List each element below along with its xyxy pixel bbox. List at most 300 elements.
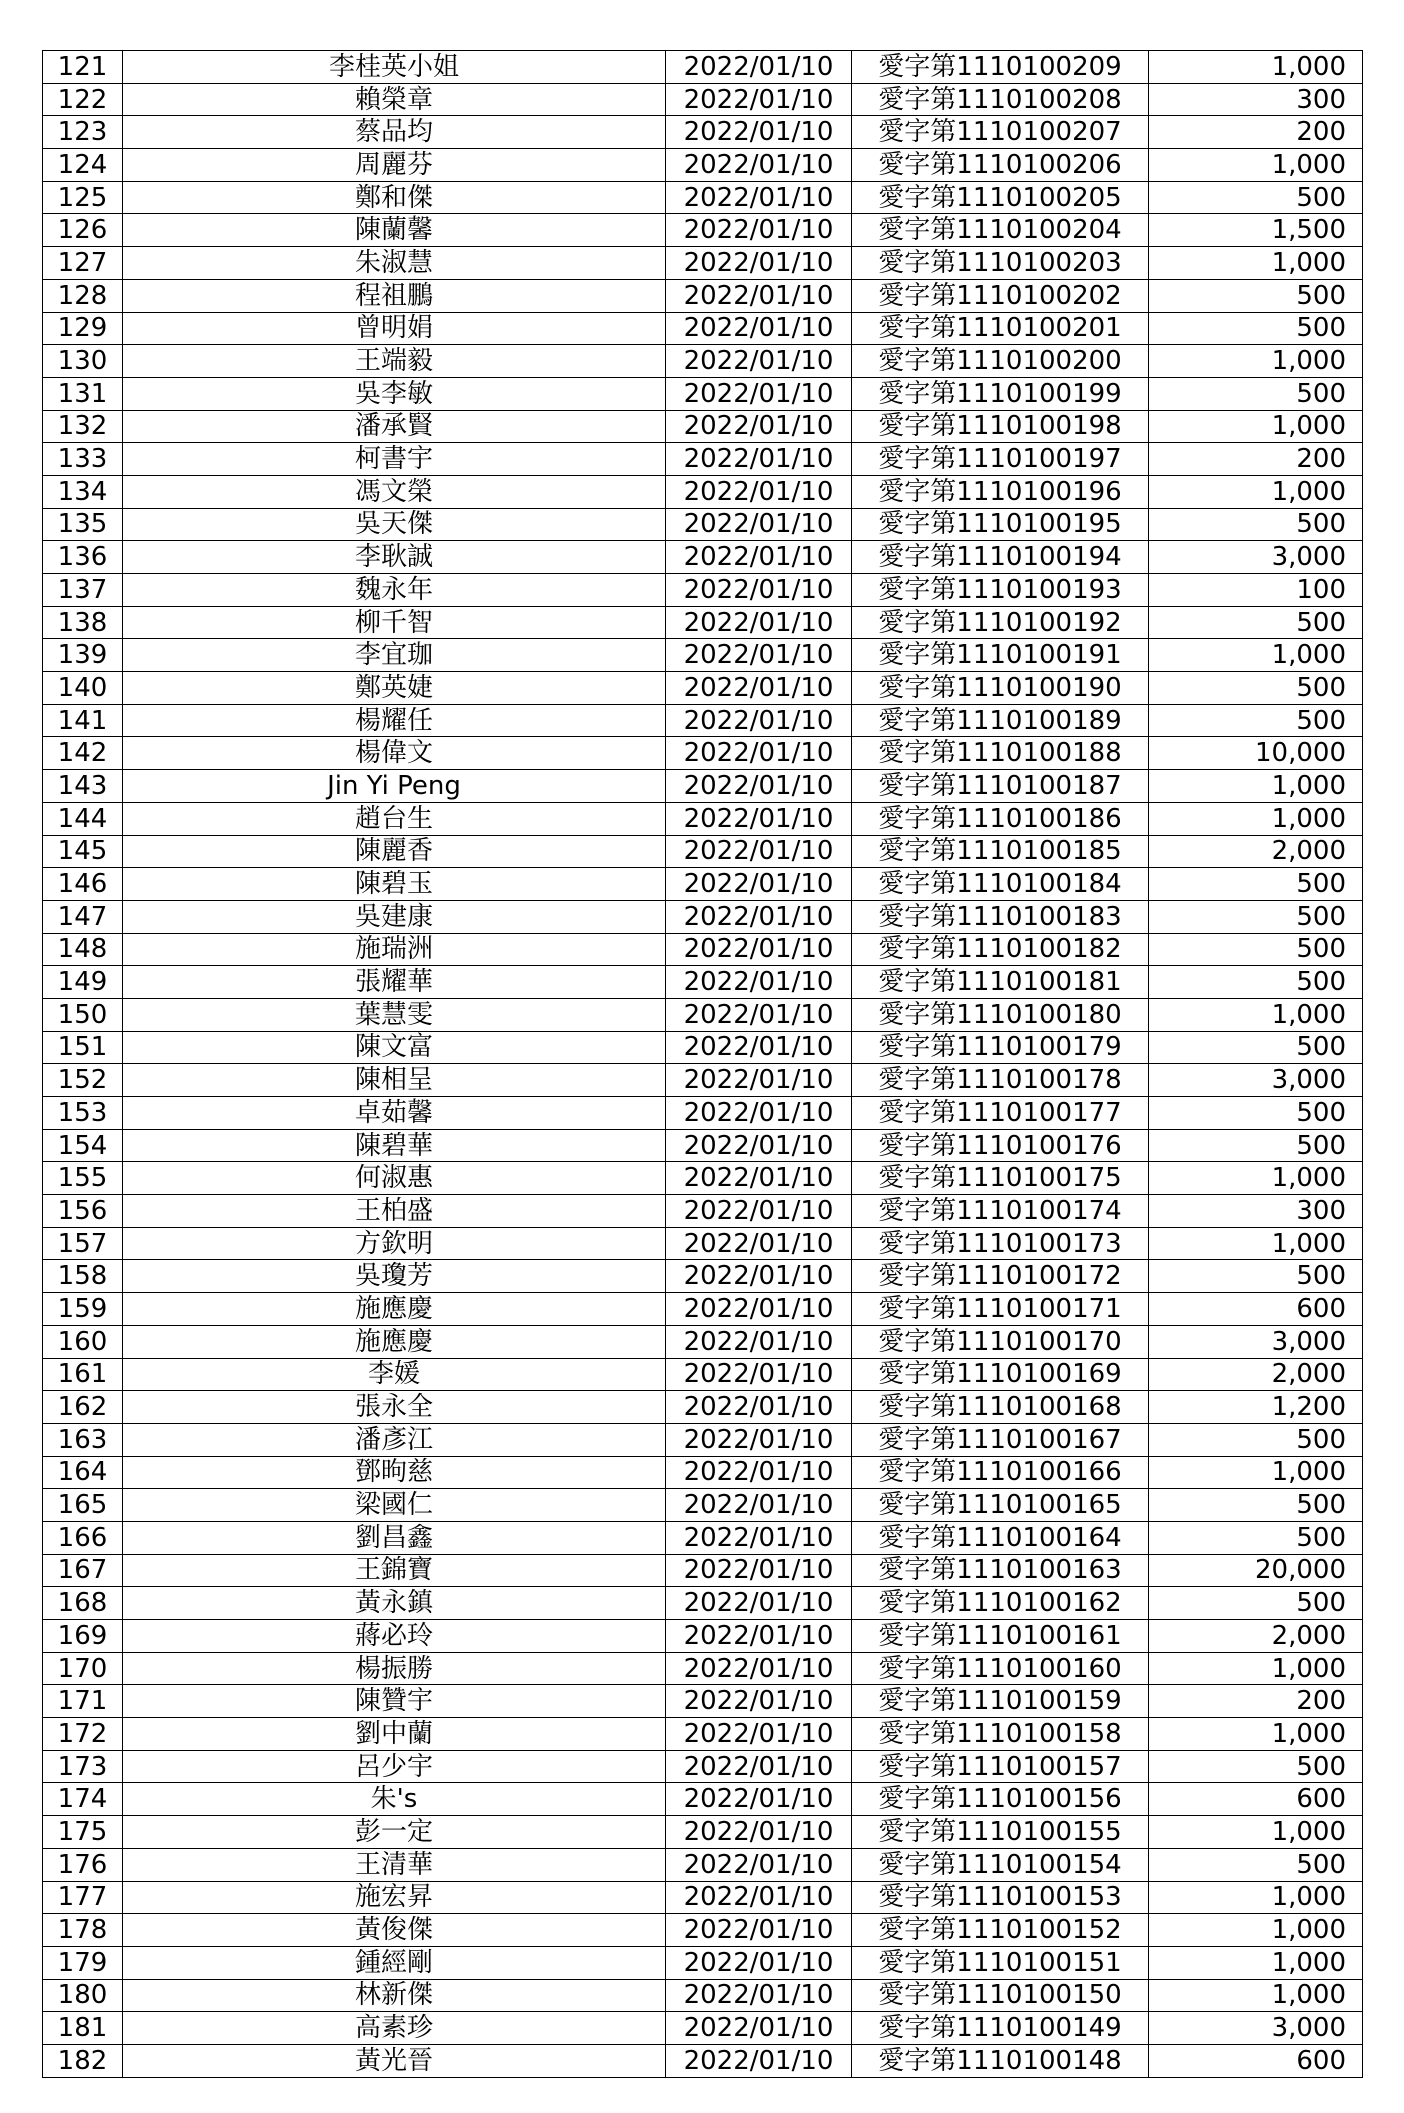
donor-name-cell: 陳贊宇 [123,1685,666,1718]
receipt-number-cell: 愛字第1110100203 [852,247,1149,280]
amount-cell: 1,000 [1149,1456,1363,1489]
table-row [43,1325,1363,1358]
donation-date-cell: 2022/01/10 [666,1064,852,1097]
table-row [43,770,1363,803]
table-row [43,1783,1363,1816]
donor-name-cell: 陳碧玉 [123,868,666,901]
row-number-cell: 160 [43,1325,123,1358]
receipt-number-cell: 愛字第1110100198 [852,410,1149,443]
row-number-cell: 151 [43,1031,123,1064]
receipt-number-cell: 愛字第1110100156 [852,1783,1149,1816]
receipt-number-cell: 愛字第1110100186 [852,802,1149,835]
amount-cell: 1,000 [1149,802,1363,835]
donation-date-cell: 2022/01/10 [666,443,852,476]
donor-name-cell: 黃俊傑 [123,1914,666,1947]
table-row [43,312,1363,345]
table-row [43,1914,1363,1947]
table-row [43,1881,1363,1914]
amount-cell: 500 [1149,1521,1363,1554]
row-number-cell: 131 [43,377,123,410]
table-row [43,933,1363,966]
receipt-number-cell: 愛字第1110100157 [852,1750,1149,1783]
table-row [43,1521,1363,1554]
donor-name-cell: 潘承賢 [123,410,666,443]
receipt-number-cell: 愛字第1110100192 [852,606,1149,639]
amount-cell: 10,000 [1149,737,1363,770]
amount-cell: 500 [1149,868,1363,901]
receipt-number-cell: 愛字第1110100169 [852,1358,1149,1391]
table-row [43,1391,1363,1424]
donation-date-cell: 2022/01/10 [666,1129,852,1162]
table-row [43,1129,1363,1162]
donor-name-cell: 潘彥江 [123,1423,666,1456]
row-number-cell: 178 [43,1914,123,1947]
donor-name-cell: 李桂英小姐 [123,51,666,84]
donation-date-cell: 2022/01/10 [666,1750,852,1783]
donation-date-cell: 2022/01/10 [666,1293,852,1326]
row-number-cell: 177 [43,1881,123,1914]
receipt-number-cell: 愛字第1110100196 [852,475,1149,508]
row-number-cell: 127 [43,247,123,280]
table-row [43,1554,1363,1587]
donor-name-cell: 楊耀任 [123,704,666,737]
receipt-number-cell: 愛字第1110100163 [852,1554,1149,1587]
donation-date-cell: 2022/01/10 [666,1881,852,1914]
amount-cell: 1,000 [1149,345,1363,378]
donation-date-cell: 2022/01/10 [666,312,852,345]
row-number-cell: 172 [43,1718,123,1751]
row-number-cell: 137 [43,574,123,607]
amount-cell: 200 [1149,443,1363,476]
row-number-cell: 148 [43,933,123,966]
row-number-cell: 145 [43,835,123,868]
donor-name-cell: 葉慧雯 [123,998,666,1031]
table-row [43,1685,1363,1718]
row-number-cell: 141 [43,704,123,737]
receipt-number-cell: 愛字第1110100164 [852,1521,1149,1554]
donation-date-cell: 2022/01/10 [666,868,852,901]
amount-cell: 300 [1149,83,1363,116]
amount-cell: 500 [1149,1129,1363,1162]
donor-name-cell: 吳瓊芳 [123,1260,666,1293]
row-number-cell: 154 [43,1129,123,1162]
row-number-cell: 181 [43,2012,123,2045]
row-number-cell: 140 [43,672,123,705]
row-number-cell: 142 [43,737,123,770]
receipt-number-cell: 愛字第1110100172 [852,1260,1149,1293]
row-number-cell: 146 [43,868,123,901]
donor-name-cell: 趙台生 [123,802,666,835]
table-row [43,1456,1363,1489]
donor-name-cell: 陳麗香 [123,835,666,868]
row-number-cell: 156 [43,1195,123,1228]
row-number-cell: 167 [43,1554,123,1587]
amount-cell: 500 [1149,704,1363,737]
donation-date-cell: 2022/01/10 [666,1423,852,1456]
donation-date-cell: 2022/01/10 [666,475,852,508]
donor-name-cell: 陳文富 [123,1031,666,1064]
amount-cell: 500 [1149,1489,1363,1522]
table-row [43,2044,1363,2077]
amount-cell: 20,000 [1149,1554,1363,1587]
row-number-cell: 143 [43,770,123,803]
donation-date-cell: 2022/01/10 [666,1227,852,1260]
receipt-number-cell: 愛字第1110100152 [852,1914,1149,1947]
amount-cell: 600 [1149,1293,1363,1326]
table-row [43,83,1363,116]
row-number-cell: 176 [43,1848,123,1881]
donation-table [42,50,1363,2078]
receipt-number-cell: 愛字第1110100182 [852,933,1149,966]
donation-table-body [43,51,1363,2078]
row-number-cell: 171 [43,1685,123,1718]
donation-date-cell: 2022/01/10 [666,1587,852,1620]
donation-date-cell: 2022/01/10 [666,1162,852,1195]
table-row [43,1162,1363,1195]
amount-cell: 1,500 [1149,214,1363,247]
receipt-number-cell: 愛字第1110100166 [852,1456,1149,1489]
donor-name-cell: 柯書宇 [123,443,666,476]
receipt-number-cell: 愛字第1110100160 [852,1652,1149,1685]
table-row [43,900,1363,933]
donation-date-cell: 2022/01/10 [666,1783,852,1816]
table-row [43,149,1363,182]
row-number-cell: 158 [43,1260,123,1293]
receipt-number-cell: 愛字第1110100209 [852,51,1149,84]
table-row [43,802,1363,835]
receipt-number-cell: 愛字第1110100187 [852,770,1149,803]
receipt-number-cell: 愛字第1110100189 [852,704,1149,737]
row-number-cell: 136 [43,541,123,574]
donor-name-cell: 吳建康 [123,900,666,933]
donation-date-cell: 2022/01/10 [666,1946,852,1979]
donation-date-cell: 2022/01/10 [666,1097,852,1130]
table-row [43,1260,1363,1293]
donor-name-cell: 何淑惠 [123,1162,666,1195]
amount-cell: 600 [1149,1783,1363,1816]
amount-cell: 1,000 [1149,639,1363,672]
receipt-number-cell: 愛字第1110100197 [852,443,1149,476]
donation-date-cell: 2022/01/10 [666,574,852,607]
donation-date-cell: 2022/01/10 [666,1391,852,1424]
donor-name-cell: 楊振勝 [123,1652,666,1685]
donation-date-cell: 2022/01/10 [666,966,852,999]
row-number-cell: 170 [43,1652,123,1685]
receipt-number-cell: 愛字第1110100174 [852,1195,1149,1228]
receipt-number-cell: 愛字第1110100149 [852,2012,1149,2045]
donation-date-cell: 2022/01/10 [666,279,852,312]
amount-cell: 1,000 [1149,1946,1363,1979]
amount-cell: 1,000 [1149,410,1363,443]
donor-name-cell: 卓茹馨 [123,1097,666,1130]
amount-cell: 1,000 [1149,1162,1363,1195]
amount-cell: 600 [1149,2044,1363,2077]
table-row [43,541,1363,574]
amount-cell: 1,000 [1149,149,1363,182]
amount-cell: 200 [1149,1685,1363,1718]
table-row [43,1620,1363,1653]
table-row [43,214,1363,247]
donation-date-cell: 2022/01/10 [666,1914,852,1947]
table-row [43,672,1363,705]
receipt-number-cell: 愛字第1110100205 [852,181,1149,214]
donation-date-cell: 2022/01/10 [666,1979,852,2012]
row-number-cell: 180 [43,1979,123,2012]
donor-name-cell: 李媛 [123,1358,666,1391]
donation-date-cell: 2022/01/10 [666,1195,852,1228]
receipt-number-cell: 愛字第1110100202 [852,279,1149,312]
receipt-number-cell: 愛字第1110100171 [852,1293,1149,1326]
donor-name-cell: 林新傑 [123,1979,666,2012]
receipt-number-cell: 愛字第1110100167 [852,1423,1149,1456]
donation-date-cell: 2022/01/10 [666,639,852,672]
table-row [43,1750,1363,1783]
donor-name-cell: 張耀華 [123,966,666,999]
donor-name-cell: 曾明娟 [123,312,666,345]
row-number-cell: 152 [43,1064,123,1097]
table-row [43,181,1363,214]
donor-name-cell: 呂少宇 [123,1750,666,1783]
row-number-cell: 134 [43,475,123,508]
row-number-cell: 126 [43,214,123,247]
table-row [43,1587,1363,1620]
amount-cell: 500 [1149,377,1363,410]
donation-date-cell: 2022/01/10 [666,508,852,541]
donation-date-cell: 2022/01/10 [666,214,852,247]
amount-cell: 2,000 [1149,835,1363,868]
table-row [43,279,1363,312]
donor-name-cell: 鄧昫慈 [123,1456,666,1489]
table-row [43,606,1363,639]
table-row [43,345,1363,378]
donor-name-cell: 鍾經剛 [123,1946,666,1979]
donor-name-cell: 劉昌鑫 [123,1521,666,1554]
amount-cell: 1,000 [1149,1979,1363,2012]
amount-cell: 500 [1149,508,1363,541]
amount-cell: 1,000 [1149,770,1363,803]
donor-name-cell: 施應慶 [123,1325,666,1358]
row-number-cell: 147 [43,900,123,933]
donation-date-cell: 2022/01/10 [666,2012,852,2045]
receipt-number-cell: 愛字第1110100175 [852,1162,1149,1195]
table-row [43,247,1363,280]
amount-cell: 500 [1149,181,1363,214]
receipt-number-cell: 愛字第1110100188 [852,737,1149,770]
donor-name-cell: 蔣必玲 [123,1620,666,1653]
receipt-number-cell: 愛字第1110100204 [852,214,1149,247]
amount-cell: 3,000 [1149,1325,1363,1358]
row-number-cell: 123 [43,116,123,149]
receipt-number-cell: 愛字第1110100190 [852,672,1149,705]
donation-date-cell: 2022/01/10 [666,1685,852,1718]
row-number-cell: 164 [43,1456,123,1489]
row-number-cell: 182 [43,2044,123,2077]
amount-cell: 2,000 [1149,1620,1363,1653]
amount-cell: 1,000 [1149,1816,1363,1849]
table-row [43,116,1363,149]
receipt-number-cell: 愛字第1110100158 [852,1718,1149,1751]
donor-name-cell: 黃永鎮 [123,1587,666,1620]
row-number-cell: 139 [43,639,123,672]
table-row [43,1979,1363,2012]
amount-cell: 500 [1149,1423,1363,1456]
amount-cell: 1,000 [1149,1652,1363,1685]
amount-cell: 500 [1149,966,1363,999]
receipt-number-cell: 愛字第1110100148 [852,2044,1149,2077]
donation-date-cell: 2022/01/10 [666,1554,852,1587]
table-row [43,1031,1363,1064]
table-row [43,475,1363,508]
donor-name-cell: 周麗芬 [123,149,666,182]
donation-date-cell: 2022/01/10 [666,51,852,84]
donor-name-cell: 賴榮章 [123,83,666,116]
amount-cell: 1,000 [1149,1718,1363,1751]
donation-date-cell: 2022/01/10 [666,1652,852,1685]
receipt-number-cell: 愛字第1110100193 [852,574,1149,607]
amount-cell: 200 [1149,116,1363,149]
amount-cell: 500 [1149,1750,1363,1783]
row-number-cell: 153 [43,1097,123,1130]
donation-date-cell: 2022/01/10 [666,737,852,770]
receipt-number-cell: 愛字第1110100195 [852,508,1149,541]
amount-cell: 500 [1149,312,1363,345]
table-row [43,1848,1363,1881]
amount-cell: 3,000 [1149,541,1363,574]
donor-name-cell: 王清華 [123,1848,666,1881]
donor-name-cell: 鄭英婕 [123,672,666,705]
donation-date-cell: 2022/01/10 [666,541,852,574]
donor-name-cell: 李耿誠 [123,541,666,574]
row-number-cell: 128 [43,279,123,312]
row-number-cell: 165 [43,1489,123,1522]
table-row [43,966,1363,999]
row-number-cell: 129 [43,312,123,345]
receipt-number-cell: 愛字第1110100206 [852,149,1149,182]
donation-date-cell: 2022/01/10 [666,181,852,214]
receipt-number-cell: 愛字第1110100165 [852,1489,1149,1522]
amount-cell: 1,000 [1149,51,1363,84]
donor-name-cell: 王錦寶 [123,1554,666,1587]
receipt-number-cell: 愛字第1110100161 [852,1620,1149,1653]
table-row [43,51,1363,84]
donor-name-cell: 施宏昇 [123,1881,666,1914]
row-number-cell: 135 [43,508,123,541]
amount-cell: 300 [1149,1195,1363,1228]
amount-cell: 500 [1149,1097,1363,1130]
donation-date-cell: 2022/01/10 [666,998,852,1031]
table-row [43,1227,1363,1260]
table-row [43,1423,1363,1456]
receipt-number-cell: 愛字第1110100181 [852,966,1149,999]
donation-date-cell: 2022/01/10 [666,410,852,443]
receipt-number-cell: 愛字第1110100185 [852,835,1149,868]
row-number-cell: 124 [43,149,123,182]
table-row [43,1816,1363,1849]
donor-name-cell: 陳相呈 [123,1064,666,1097]
receipt-number-cell: 愛字第1110100207 [852,116,1149,149]
receipt-number-cell: 愛字第1110100168 [852,1391,1149,1424]
donor-name-cell: 朱's [123,1783,666,1816]
amount-cell: 100 [1149,574,1363,607]
donation-date-cell: 2022/01/10 [666,704,852,737]
donor-name-cell: 陳碧華 [123,1129,666,1162]
donor-name-cell: 柳千智 [123,606,666,639]
donation-date-cell: 2022/01/10 [666,83,852,116]
donation-date-cell: 2022/01/10 [666,770,852,803]
donor-name-cell: 魏永年 [123,574,666,607]
donation-date-cell: 2022/01/10 [666,377,852,410]
donor-name-cell: Jin Yi Peng [123,770,666,803]
table-row [43,377,1363,410]
table-row [43,835,1363,868]
receipt-number-cell: 愛字第1110100150 [852,1979,1149,2012]
donor-name-cell: 施應慶 [123,1293,666,1326]
table-row [43,639,1363,672]
receipt-number-cell: 愛字第1110100162 [852,1587,1149,1620]
donation-date-cell: 2022/01/10 [666,1325,852,1358]
donor-name-cell: 梁國仁 [123,1489,666,1522]
row-number-cell: 138 [43,606,123,639]
donation-date-cell: 2022/01/10 [666,2044,852,2077]
donation-date-cell: 2022/01/10 [666,1260,852,1293]
receipt-number-cell: 愛字第1110100179 [852,1031,1149,1064]
table-row [43,443,1363,476]
table-row [43,1097,1363,1130]
donation-date-cell: 2022/01/10 [666,1521,852,1554]
donation-date-cell: 2022/01/10 [666,933,852,966]
amount-cell: 1,200 [1149,1391,1363,1424]
receipt-number-cell: 愛字第1110100176 [852,1129,1149,1162]
amount-cell: 500 [1149,1260,1363,1293]
receipt-number-cell: 愛字第1110100178 [852,1064,1149,1097]
donation-date-cell: 2022/01/10 [666,1358,852,1391]
table-row [43,998,1363,1031]
donation-date-cell: 2022/01/10 [666,247,852,280]
row-number-cell: 130 [43,345,123,378]
receipt-number-cell: 愛字第1110100159 [852,1685,1149,1718]
receipt-number-cell: 愛字第1110100208 [852,83,1149,116]
amount-cell: 500 [1149,933,1363,966]
row-number-cell: 121 [43,51,123,84]
amount-cell: 500 [1149,279,1363,312]
donation-date-cell: 2022/01/10 [666,1031,852,1064]
row-number-cell: 132 [43,410,123,443]
row-number-cell: 161 [43,1358,123,1391]
amount-cell: 1,000 [1149,1227,1363,1260]
table-row [43,1718,1363,1751]
donor-name-cell: 程祖鵬 [123,279,666,312]
receipt-number-cell: 愛字第1110100199 [852,377,1149,410]
table-row [43,1489,1363,1522]
amount-cell: 3,000 [1149,1064,1363,1097]
receipt-number-cell: 愛字第1110100194 [852,541,1149,574]
row-number-cell: 125 [43,181,123,214]
donor-name-cell: 劉中蘭 [123,1718,666,1751]
amount-cell: 500 [1149,1587,1363,1620]
receipt-number-cell: 愛字第1110100153 [852,1881,1149,1914]
donor-name-cell: 馮文榮 [123,475,666,508]
receipt-number-cell: 愛字第1110100200 [852,345,1149,378]
amount-cell: 1,000 [1149,247,1363,280]
amount-cell: 3,000 [1149,2012,1363,2045]
donation-date-cell: 2022/01/10 [666,149,852,182]
donor-name-cell: 蔡品均 [123,116,666,149]
donor-name-cell: 彭一定 [123,1816,666,1849]
donation-date-cell: 2022/01/10 [666,835,852,868]
donor-name-cell: 黃光晉 [123,2044,666,2077]
receipt-number-cell: 愛字第1110100170 [852,1325,1149,1358]
row-number-cell: 179 [43,1946,123,1979]
